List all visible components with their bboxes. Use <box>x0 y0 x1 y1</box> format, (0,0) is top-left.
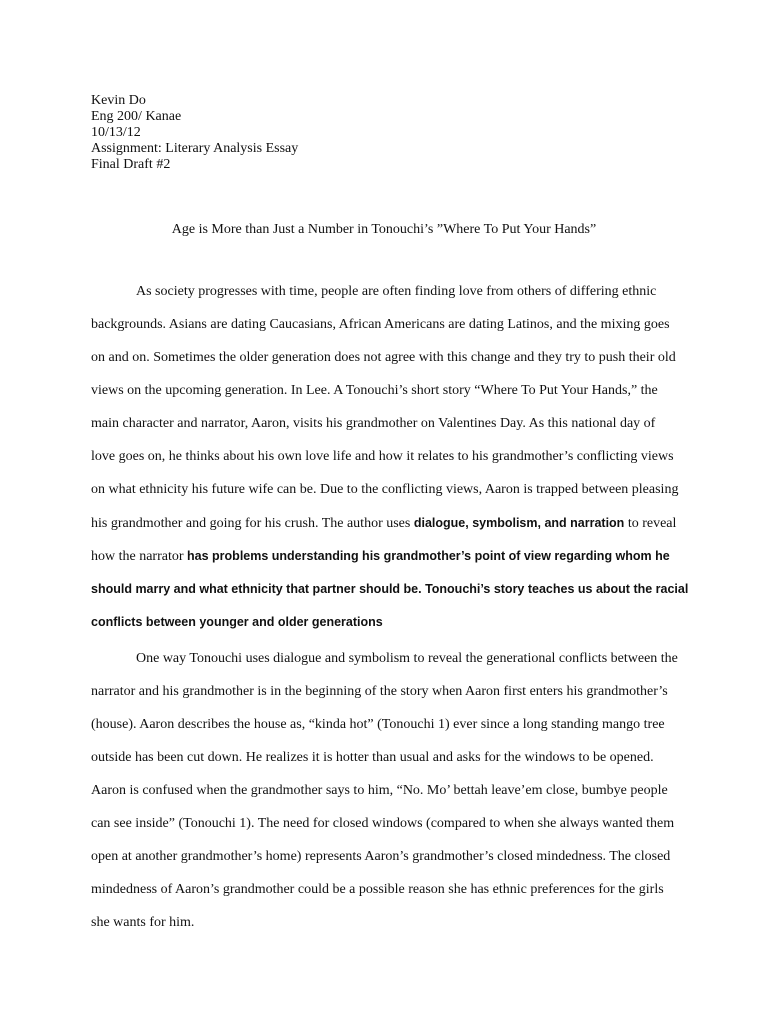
course-info: Eng 200/ Kanae <box>91 109 182 124</box>
line-segment: how the narrator <box>91 549 188 564</box>
essay-heading <box>91 93 298 173</box>
author-name: Kevin Do <box>91 93 146 108</box>
paragraph-line: she wants for him. <box>91 915 195 930</box>
paragraph-line: love goes on, he thinks about his own love life and how it relates to his grandmother’s conflicting views <box>91 449 674 464</box>
essay-title: Age is More than Just a Number in Tonouchi’s ”Where To Put Your Hands” <box>171 222 597 237</box>
paragraph-line: outside has been cut down. He realizes it is hotter than usual and asks for the windows to be opened. <box>91 750 654 765</box>
paragraph-line <box>91 515 683 548</box>
paragraph-line: narrator and his grandmother is in the beginning of the story when Aaron first enters his grandmother’s <box>91 684 668 699</box>
thesis-bold-text: dialogue, symbolism, and narration <box>413 516 625 530</box>
line-segment: to reveal <box>624 516 677 531</box>
paragraph-line: Aaron is confused when the grandmother says to him, “No. Mo’ bettah leave’em close, bumbye people <box>91 783 668 798</box>
paragraph-line: on and on. Sometimes the older generation does not agree with this change and they try to push their old <box>91 350 676 365</box>
paragraph-line: One way Tonouchi uses dialogue and symbolism to reveal the generational conflicts between the <box>136 651 678 666</box>
paragraph-line: open at another grandmother’s home) represents Aaron’s grandmother’s closed mindedness. The closed <box>91 849 671 864</box>
paragraph-line: backgrounds. Asians are dating Caucasians, African Americans are dating Latinos, and the mixing goes <box>91 317 670 332</box>
essay-date: 10/13/12 <box>91 125 141 140</box>
paragraph-line <box>91 548 683 581</box>
paragraph-1 <box>91 284 689 647</box>
paragraph-line: on what ethnicity his future wife can be. Due to the conflicting views, Aaron is trapped between pleasing <box>91 482 679 497</box>
thesis-bold-line: should marry and what ethnicity that partner should be. Tonouchi’s story teaches us about the racial <box>91 582 689 596</box>
assignment-label: Assignment: Literary Analysis Essay <box>91 141 299 156</box>
paragraph-line: (house). Aaron describes the house as, “kinda hot” (Tonouchi 1) ever since a long standing mango tree <box>91 717 665 732</box>
paragraph-2 <box>91 651 683 948</box>
thesis-bold-text: has problems understanding his grandmother’s point of view regarding whom he <box>187 549 670 563</box>
paragraph-line: views on the upcoming generation. In Lee. A Tonouchi’s short story “Where To Put Your Hands,” the <box>91 383 658 398</box>
paragraph-line: main character and narrator, Aaron, visits his grandmother on Valentines Day. As this national day of <box>91 416 656 431</box>
paragraph-line: As society progresses with time, people are often finding love from others of differing ethnic <box>136 284 657 299</box>
thesis-bold-line: conflicts between younger and older generations <box>91 615 383 629</box>
paragraph-line: mindedness of Aaron’s grandmother could be a possible reason she has ethnic preferences for the girls <box>91 882 664 897</box>
paragraph-line: can see inside” (Tonouchi 1). The need for closed windows (compared to when she always wanted them <box>91 816 675 831</box>
draft-label: Final Draft #2 <box>91 157 171 172</box>
line-segment: his grandmother and going for his crush. The author uses <box>91 516 414 531</box>
